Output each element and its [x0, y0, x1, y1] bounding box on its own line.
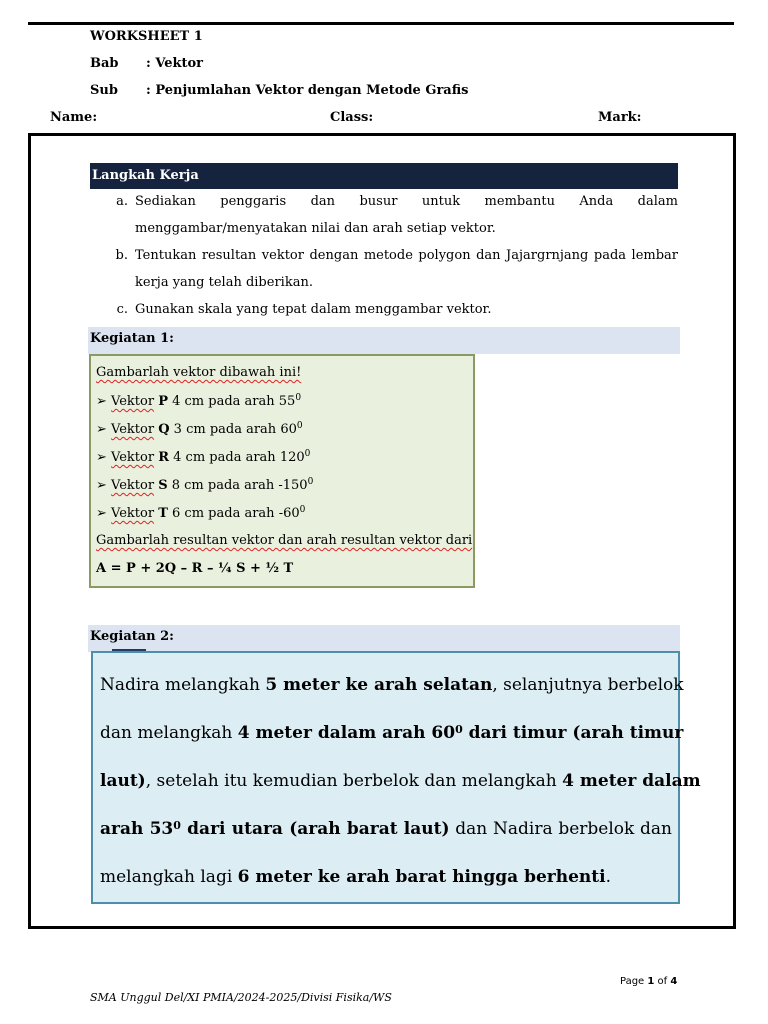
kegiatan-1-box [89, 354, 475, 588]
sub-value: : Penjumlahan Vektor dengan Metode Grafis [146, 83, 469, 98]
step-text: Sediakan penggaris dan busur untuk membantu Anda dalam [135, 194, 678, 209]
top-rule [28, 22, 734, 25]
step-text-cont: menggambar/menyatakan nilai dan arah setiap vektor. [135, 221, 496, 236]
vector-item-s: ➢ Vektor S 8 cm pada arah $-150^0$ [96, 477, 314, 493]
bab-label: Bab [90, 56, 119, 71]
name-label: Name: [50, 110, 98, 125]
kegiatan-2-heading: Kegiatan 2: [88, 625, 680, 652]
step-marker: b. [115, 248, 128, 263]
arrow-bullet-icon: ➢ [96, 506, 112, 521]
arrow-bullet-icon: ➢ [96, 394, 112, 409]
vector-item-q: ➢ Vektor Q 3 cm pada arah $60^0$ [96, 421, 303, 437]
story-line-2: dan melangkah 4 meter dalam arah $60^0$ dari timur (arah timur [100, 723, 684, 743]
step-text: Gunakan skala yang tepat dalam menggambar vektor. [135, 302, 492, 317]
bab-row [90, 56, 203, 71]
mark-label: Mark: [598, 110, 642, 125]
resultant-formula: A = P + 2Q – R – ¼ S + ½ T [96, 561, 294, 576]
step-c [108, 296, 678, 323]
bab-value: : Vektor [146, 56, 204, 71]
story-line-4: arah $53^0$ dari utara (arah barat laut) dan Nadira berbelok dan [100, 819, 673, 839]
class-label: Class: [330, 110, 374, 125]
step-marker: a. [116, 194, 128, 209]
langkah-kerja-heading: Langkah Kerja [90, 163, 678, 189]
arrow-bullet-icon: ➢ [96, 450, 112, 465]
vector-item-p: ➢ Vektor P 4 cm pada arah $55^0$ [96, 393, 302, 409]
arrow-bullet-icon: ➢ [96, 478, 112, 493]
closing-text: Gambarlah resultan vektor dan arah resultan vektor dari [96, 533, 473, 548]
sub-label: Sub [90, 83, 118, 98]
step-a [108, 188, 678, 242]
kegiatan-2-box [91, 651, 701, 904]
footer-school: SMA Unggul Del/XI PMIA/2024-2025/Divisi Fisika/WS [90, 991, 392, 1004]
story-line-3: laut), setelah itu kemudian berbelok dan melangkah 4 meter dalam [100, 771, 701, 791]
intro-text: Gambarlah vektor dibawah ini! [96, 365, 302, 380]
vector-item-r: ➢ Vektor R 4 cm pada arah $120^0$ [96, 449, 311, 465]
kegiatan-1-heading: Kegiatan 1: [88, 327, 680, 354]
story-line-5: melangkah lagi 6 meter ke arah barat hingga berhenti. [100, 867, 611, 887]
step-text: Tentukan resultan vektor dengan metode polygon dan Jajargrnjang pada lembar [135, 248, 678, 263]
step-marker: c. [116, 302, 128, 317]
worksheet-title: WORKSHEET 1 [90, 29, 203, 44]
page-number: Page 1 of 4 [620, 976, 678, 987]
step-b [108, 242, 678, 296]
sub-row [90, 83, 469, 98]
arrow-bullet-icon: ➢ [96, 422, 112, 437]
story-line-1: Nadira melangkah 5 meter ke arah selatan, selanjutnya berbelok [100, 675, 684, 695]
step-text-cont: kerja yang telah diberikan. [135, 275, 313, 290]
vector-item-t: ➢ Vektor T 6 cm pada arah $-60^0$ [96, 505, 306, 521]
